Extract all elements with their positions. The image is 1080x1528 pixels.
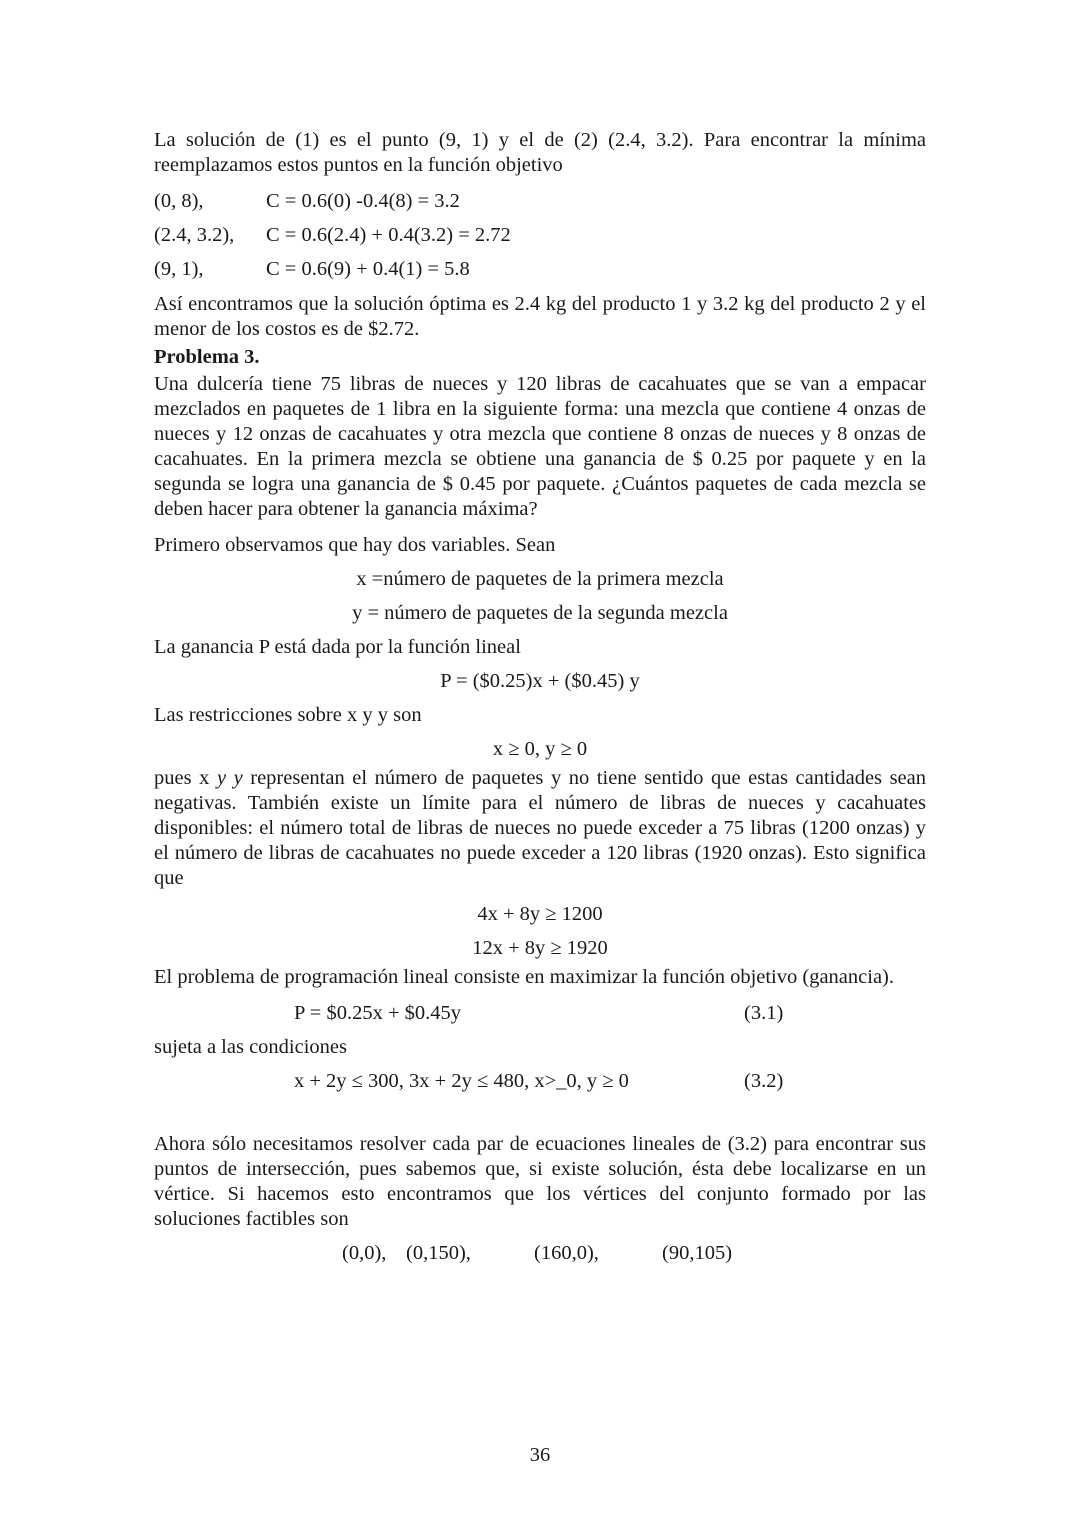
evaluation-point: (9, 1), xyxy=(154,257,204,280)
evaluation-point: (2.4, 3.2), xyxy=(154,223,235,246)
vertex: (0,150), xyxy=(406,1242,471,1264)
page-content xyxy=(154,128,926,1270)
lp-intro-paragraph: El problema de programación lineal consiste en maximizar la función objetivo (ganancia). xyxy=(154,966,895,988)
evaluation-point: (0, 8), xyxy=(154,189,204,212)
variables-intro: Primero observamos que hay dos variables. Sean xyxy=(154,534,556,556)
nonnegativity-constraints: x ≥ 0, y ≥ 0 xyxy=(492,738,588,760)
constraints-equation xyxy=(154,1064,926,1098)
page-number: 36 xyxy=(529,1444,551,1466)
evaluation-expression: C = 0.6(2.4) + 0.4(3.2) = 2.72 xyxy=(266,223,511,246)
evaluation-row xyxy=(154,252,926,286)
objective-equation xyxy=(154,996,926,1030)
evaluation-expression: C = 0.6(0) -0.4(8) = 3.2 xyxy=(266,189,460,212)
evaluation-row xyxy=(154,184,926,218)
explanation-paragraph xyxy=(154,766,926,891)
equation-number: (3.2) xyxy=(744,1069,784,1092)
profit-intro: La ganancia P está dada por la función lineal xyxy=(154,636,521,658)
variable-x-definition: x =número de paquetes de la primera mezcla xyxy=(356,568,724,590)
vertex: (0,0), xyxy=(342,1242,387,1264)
restrictions-intro: Las restricciones sobre x y y son xyxy=(154,704,422,726)
subject-to-label: sujeta a las condiciones xyxy=(154,1036,347,1058)
objective-function: P = $0.25x + $0.45y xyxy=(294,1001,462,1024)
constraints-expression: x + 2y ≤ 300, 3x + 2y ≤ 480, x>_0, y ≥ 0 xyxy=(294,1069,629,1092)
vertex: (90,105) xyxy=(662,1242,733,1264)
problem-statement: Una dulcería tiene 75 libras de nueces y 120 libras de cacahuates que se van a empacar mezclados en paquetes de 1 libra en la siguiente forma: una mezcla que contiene 4 onzas de nueces y 12 onzas de cacahuates y otra mezcla que contiene 8 onzas de nueces y 8 onzas de cacahuates. En la primera mezcla se obtiene una ganancia de $ 0.25 por paquete y en la segunda se logra una ganancia de $ 0.45 por paquete. ¿Cuántos paquetes de cada mezcla se deben hacer para obtener la ganancia máxima? xyxy=(154,373,926,520)
solve-paragraph: Ahora sólo necesitamos resolver cada par de ecuaciones lineales de (3.2) para encontrar sus puntos de intersección, pues sabemos que, si existe solución, ésta debe localizarse en un vértice. Si hacemos esto encontramos que los vértices del conjunto formado por las soluciones factibles son xyxy=(154,1133,926,1230)
inequality-peanuts: 12x + 8y ≥ 1920 xyxy=(472,937,608,959)
vertex: (160,0), xyxy=(534,1242,599,1264)
inequality-nuts: 4x + 8y ≥ 1200 xyxy=(477,903,603,925)
evaluation-expression: C = 0.6(9) + 0.4(1) = 5.8 xyxy=(266,257,470,280)
explanation-italic: y y xyxy=(216,767,243,789)
conclusion-paragraph: Así encontramos que la solución óptima es 2.4 kg del producto 1 y 3.2 kg del producto 2 y el menor de los costos es de $2.72. xyxy=(154,293,926,340)
vertices-list xyxy=(154,1236,926,1270)
profit-function: P = ($0.25)x + ($0.45) y xyxy=(440,670,640,692)
intro-paragraph: La solución de (1) es el punto (9, 1) y el de (2) (2.4, 3.2). Para encontrar la mínima reemplazamos estos puntos en la función objetivo xyxy=(154,129,926,176)
problem-heading: Problema 3. xyxy=(154,346,260,368)
evaluation-row xyxy=(154,218,926,252)
equation-number: (3.1) xyxy=(744,1001,784,1024)
explanation-text: representan el número de paquetes y no tiene sentido que estas cantidades sean negativas. También existe un límite para el número de libras de nueces y cacahuates disponibles: el número total de libras de nueces no puede exceder a 75 libras (1200 onzas) y el número de libras de cacahuates no puede exceder a 120 libras (1920 onzas). Esto significa que xyxy=(154,767,926,889)
explanation-text: pues x xyxy=(154,767,217,789)
variable-y-definition: y = número de paquetes de la segunda mezcla xyxy=(352,602,728,624)
